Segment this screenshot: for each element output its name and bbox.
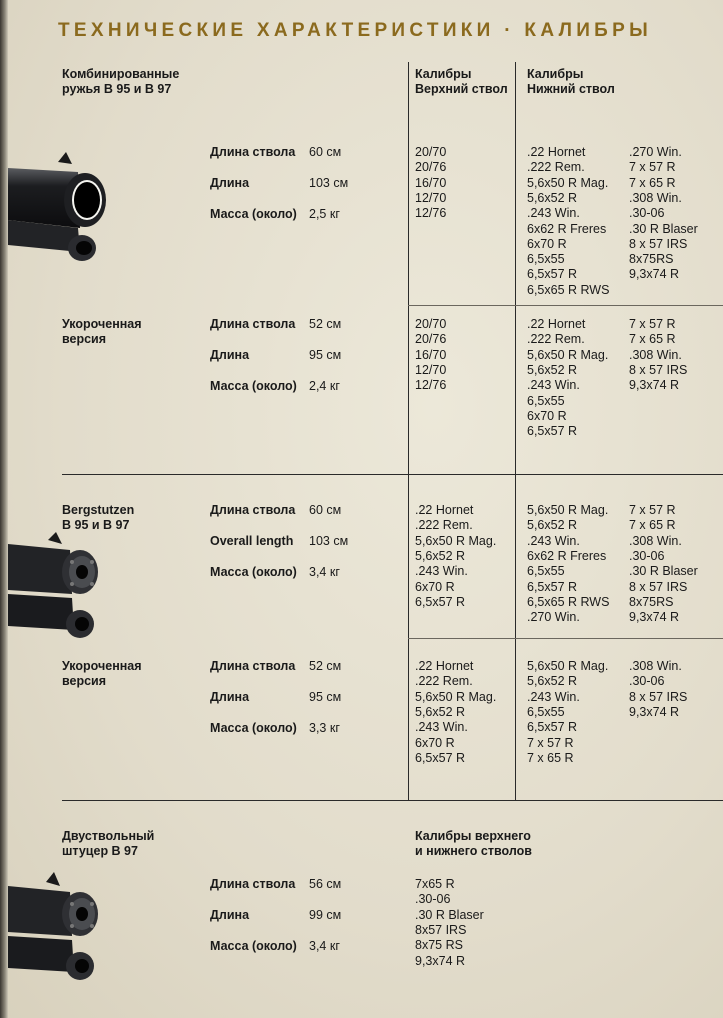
upper-barrel-caliber: 6,5x57 R [415,594,466,609]
lower-barrel-caliber: 6,5x55 [527,252,565,267]
double-rifle-barrels-icon [8,872,103,987]
calibers-header: Калибры верхнего [415,829,531,843]
lower-barrel-caliber: 5,6x52 R [527,362,578,377]
section-title: B 95 и B 97 [62,518,130,533]
spec-label: Длина [210,176,250,190]
lower-barrel-caliber: .222 Rem. [527,332,585,347]
spec-value: 3,4 кг [309,565,340,579]
section-title: Комбинированные [62,67,180,81]
upper-barrel-caliber: 6x70 R [415,735,455,750]
upper-barrel-caliber: 6,5x57 R [415,750,466,765]
upper-barrel-caliber: 16/70 [415,347,447,362]
lower-barrel-caliber: .22 Hornet [527,145,586,159]
lower-barrel-caliber: 9,3x74 R [629,704,680,719]
lower-barrel-caliber: .30-06 [629,674,665,689]
lower-barrel-caliber: 6x70 R [527,408,567,423]
lower-barrel-caliber: 6x62 R Freres [527,548,607,563]
spec-label: Масса (около) [210,939,297,953]
spec-value: 52 см [309,659,342,673]
lower-barrel-caliber: 6,5x57 R [527,579,578,594]
header-lower-line2: Нижний ствол [527,82,615,96]
lower-barrel-caliber: 6,5x57 R [527,424,578,439]
spec-value: 103 см [309,534,349,548]
divider-vertical-right-top [515,62,516,474]
lower-barrel-caliber: 8 x 57 IRS [629,236,688,251]
lower-barrel-caliber: 9,3x74 R [629,378,680,393]
lower-barrel-caliber: 6,5x55 [527,564,565,579]
lower-barrel-caliber: 6,5x57 R [527,267,578,282]
section-title: ружья B 95 и B 97 [62,82,172,97]
lower-barrel-caliber: .270 Win. [629,145,682,159]
divider-section-2 [62,800,723,801]
header-upper-line2: Верхний ствол [415,82,508,96]
upper-barrel-caliber: .222 Rem. [415,518,473,533]
upper-barrel-caliber: .22 Hornet [415,659,474,673]
upper-barrel-caliber: 5,6x50 R Mag. [415,533,497,548]
lower-barrel-caliber: .222 Rem. [527,160,585,175]
section-title: Укороченная [62,317,142,331]
spec-value: 52 см [309,317,342,331]
upper-barrel-caliber: .30-06 [415,892,451,907]
section-title: штуцер B 97 [62,844,138,859]
spec-label: Overall length [210,534,294,548]
bergstutzen-barrels-icon [8,532,103,647]
section-title: Двуствольный [62,829,155,843]
upper-barrel-caliber: 16/70 [415,175,447,190]
calibers-header: и нижнего стволов [415,844,532,859]
spec-label: Длина ствола [210,877,296,891]
lower-barrel-caliber: 5,6x50 R Mag. [527,659,609,673]
spec-label: Масса (около) [210,207,297,221]
lower-barrel-caliber: .308 Win. [629,659,682,673]
divider-vertical-left-mid [408,474,409,800]
spec-value: 95 см [309,348,342,362]
lower-barrel-caliber: 6,5x55 [527,393,565,408]
lower-barrel-caliber: 9,3x74 R [629,267,680,282]
spec-value: 99 см [309,908,342,922]
spec-value: 3,4 кг [309,939,340,953]
divider-subsection-1 [408,305,723,306]
upper-barrel-caliber: 5,6x50 R Mag. [415,689,497,704]
section-title: Bergstutzen [62,503,135,517]
lower-barrel-caliber: 7 x 57 R [629,160,676,175]
section-title: Укороченная [62,659,142,673]
lower-barrel-caliber: .243 Win. [527,378,580,393]
upper-barrel-caliber: 12/70 [415,190,447,205]
section-title: версия [62,332,107,347]
divider-section-1 [62,474,723,475]
lower-barrel-caliber: .30 R Blaser [629,564,698,579]
spec-label: Длина [210,690,250,704]
lower-barrel-caliber: 7 x 57 R [527,735,574,750]
lower-barrel-caliber: 8x75RS [629,252,674,267]
upper-barrel-caliber: .243 Win. [415,564,468,579]
lower-barrel-caliber: 6x62 R Freres [527,221,607,236]
spec-value: 60 см [309,503,342,517]
spec-label: Масса (около) [210,379,297,393]
spec-value: 3,3 кг [309,721,340,735]
spec-value: 95 см [309,690,342,704]
lower-barrel-caliber: 7 x 65 R [629,332,676,347]
lower-barrel-caliber: 5,6x50 R Mag. [527,175,609,190]
lower-barrel-caliber: 8 x 57 IRS [629,362,688,377]
lower-barrel-caliber: .243 Win. [527,206,580,221]
spec-value: 103 см [309,176,349,190]
lower-barrel-caliber: .30 R Blaser [629,221,698,236]
lower-barrel-caliber: 8x75RS [629,594,674,609]
lower-barrel-caliber: 5,6x50 R Mag. [527,347,609,362]
upper-barrel-caliber: 20/76 [415,332,447,347]
lower-barrel-caliber: .243 Win. [527,533,580,548]
lower-barrel-caliber: 6,5x65 R RWS [527,282,610,297]
spec-label: Масса (около) [210,721,297,735]
upper-barrel-caliber: 7x65 R [415,877,455,891]
spec-label: Длина ствола [210,503,296,517]
lower-barrel-caliber: .308 Win. [629,190,682,205]
lower-barrel-caliber: .30-06 [629,548,665,563]
upper-barrel-caliber: .30 R Blaser [415,907,484,922]
spec-label: Длина ствола [210,145,296,159]
upper-barrel-caliber: 20/76 [415,160,447,175]
header-upper-line1: Калибры [415,67,472,81]
lower-barrel-caliber: .22 Hornet [527,317,586,331]
upper-barrel-caliber: 5,6x52 R [415,704,466,719]
divider-vertical-right-mid [515,474,516,800]
lower-barrel-caliber: 7 x 57 R [629,503,676,517]
lower-barrel-caliber: .30-06 [629,206,665,221]
lower-barrel-caliber: 6,5x57 R [527,720,578,735]
spec-value: 2,4 кг [309,379,340,393]
upper-barrel-caliber: 8x75 RS [415,938,463,953]
header-lower-line1: Калибры [527,67,584,81]
lower-barrel-caliber: .270 Win. [527,610,580,625]
lower-barrel-caliber: 9,3x74 R [629,610,680,625]
lower-barrel-caliber: 7 x 65 R [527,750,574,765]
upper-barrel-caliber: 8x57 IRS [415,922,467,937]
divider-vertical-left-top [408,62,409,474]
lower-barrel-caliber: .308 Win. [629,347,682,362]
divider-subsection-2 [408,638,723,639]
lower-barrel-caliber: 6,5x65 R RWS [527,594,610,609]
lower-barrel-caliber: 5,6x52 R [527,518,578,533]
upper-barrel-caliber: .22 Hornet [415,503,474,517]
upper-barrel-caliber: 20/70 [415,145,447,159]
lower-barrel-caliber: .243 Win. [527,689,580,704]
spec-value: 2,5 кг [309,207,340,221]
lower-barrel-caliber: 7 x 65 R [629,175,676,190]
upper-barrel-caliber: 12/70 [415,362,447,377]
lower-barrel-caliber: 5,6x52 R [527,674,578,689]
lower-barrel-caliber: 6,5x55 [527,704,565,719]
lower-barrel-caliber: 7 x 65 R [629,518,676,533]
section-title: версия [62,674,107,689]
spec-value: 60 см [309,145,342,159]
spec-label: Масса (около) [210,565,297,579]
lower-barrel-caliber: 5,6x50 R Mag. [527,503,609,517]
page-spine [0,0,8,1018]
upper-barrel-caliber: .222 Rem. [415,674,473,689]
spec-label: Длина ствола [210,659,296,673]
lower-barrel-caliber: 7 x 57 R [629,317,676,331]
spec-label: Длина ствола [210,317,296,331]
upper-barrel-caliber: 6x70 R [415,579,455,594]
lower-barrel-caliber: 8 x 57 IRS [629,689,688,704]
lower-barrel-caliber: 8 x 57 IRS [629,579,688,594]
upper-barrel-caliber: 9,3x74 R [415,953,466,968]
lower-barrel-caliber: .308 Win. [629,533,682,548]
upper-barrel-caliber: 12/76 [415,378,447,393]
spec-value: 56 см [309,877,342,891]
spec-label: Длина [210,908,250,922]
upper-barrel-caliber: 12/76 [415,206,447,221]
upper-barrel-caliber: .243 Win. [415,720,468,735]
lower-barrel-caliber: 6x70 R [527,236,567,251]
upper-barrel-caliber: 5,6x52 R [415,548,466,563]
lower-barrel-caliber: 5,6x52 R [527,190,578,205]
upper-barrel-caliber: 20/70 [415,317,447,331]
combination-gun-barrels-icon [8,150,108,265]
page-title: ТЕХНИЧЕСКИЕ ХАРАКТЕРИСТИКИ · КАЛИБРЫ [58,20,652,41]
spec-label: Длина [210,348,250,362]
